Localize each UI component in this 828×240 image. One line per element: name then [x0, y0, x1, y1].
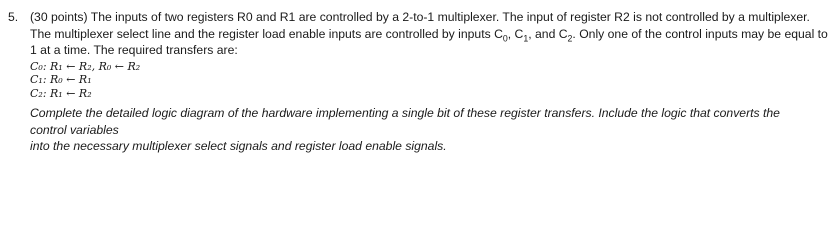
question-line-2-text: The multiplexer select line and the register load enable inputs are controlled by inputs C	[30, 26, 503, 41]
control-c2-subscript: 2	[567, 32, 573, 43]
question-line-2-end: . Only one of the control inputs may be equal to	[572, 26, 828, 41]
question-line-2	[8, 26, 828, 43]
instruction-text	[8, 105, 798, 155]
question-line-2-sep1: , C	[507, 26, 524, 41]
question-intro-text: (30 points) The inputs of two registers R0 and R1 are controlled by a 2-to-1 multiplexer. The input of register R2 is not controlled by a multiplexer.	[30, 10, 810, 24]
question-number: 5.	[8, 10, 19, 24]
question-line-2-sep2: , and C	[528, 26, 568, 41]
control-c0-subscript: 0	[502, 32, 508, 43]
question-line-3: 1 at a time. The required transfers are:	[30, 43, 238, 57]
question-block	[8, 9, 828, 155]
transfer-c2: C₂: R₁ ← R₂	[30, 86, 92, 100]
question-line-1	[8, 9, 810, 26]
transfer-list	[8, 60, 798, 101]
transfer-c0: C₀: R₁ ← R₂, R₀ ← R₂	[30, 59, 141, 73]
instruction-line-2: into the necessary multiplexer select signals and register load enable signals.	[30, 139, 447, 153]
instruction-line-1: Complete the detailed logic diagram of the hardware implementing a single bit of these register transfers. Include the logic that converts the control variables	[30, 106, 780, 137]
transfer-c1: C₁: R₀ ← R₁	[30, 73, 92, 86]
control-c1-subscript: 1	[523, 32, 529, 43]
